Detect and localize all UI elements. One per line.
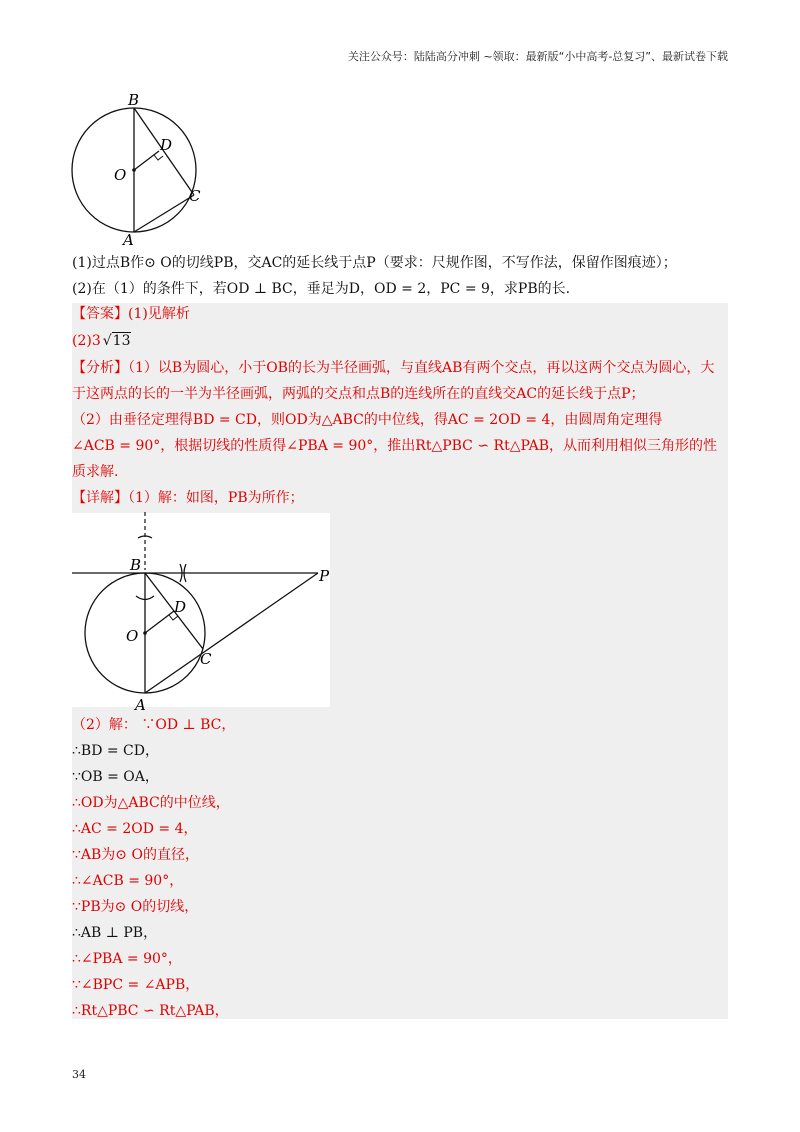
solution-step: ∴AB ⊥ PB， <box>72 925 158 941</box>
label-a: A <box>123 231 134 246</box>
analysis-line2: 于这两点的长的一半为半径画弧，两弧的交点和点B的连线所在的直线交AC的延长线于点P； <box>72 386 645 402</box>
answer-part2-prefix: (2)3 <box>72 333 101 349</box>
figure-construction <box>72 508 334 718</box>
question-part2: (2)在（1）的条件下，若OD ⊥ BC，垂足为D，OD = 2，PC = 9，求PB的长. <box>72 281 571 297</box>
solution-step: ∵∠BPC = ∠APB， <box>72 977 200 993</box>
label-d: D <box>160 136 173 154</box>
label-o: O <box>114 166 127 184</box>
solution-step: ∴Rt△PBC ∽ Rt△PAB， <box>72 1003 229 1019</box>
solution-step: ∵OB = OA， <box>72 769 159 785</box>
label-c2: C <box>200 650 212 668</box>
answer-part1: (1)见解析 <box>128 306 190 322</box>
figure-circle-1 <box>62 88 212 246</box>
detail-intro: （1）解：如图，PB为所作； <box>128 490 304 506</box>
detail-line <box>72 487 304 509</box>
page-number: 34 <box>72 1068 86 1081</box>
analysis-line5: 质求解. <box>72 464 119 480</box>
label-a2: A <box>135 696 146 714</box>
detail-tag: 【详解】 <box>72 490 128 506</box>
analysis-tag: 【分析】 <box>72 360 128 376</box>
label-o2: O <box>126 627 139 645</box>
page-header: 关注公众号：陆陆高分冲刺 ~领取：最新版“小中高考-总复习”、最新试卷下载 <box>347 50 728 63</box>
analysis-line4: ∠ACB = 90°，根据切线的性质得∠PBA = 90°，推出Rt△PBC ∽ Rt△PAB，从而利用相似三角形的性 <box>72 438 717 454</box>
label-b: B <box>128 91 140 109</box>
solution-step: ∴BD = CD， <box>72 743 159 759</box>
question-part1: (1)过点B作⊙ O的切线PB，交AC的延长线于点P（要求：尺规作图，不写作法，保留作图痕迹）； <box>72 255 677 271</box>
solution-step: ∴OD为△ABC的中位线， <box>72 795 230 811</box>
solution-step: （2）解： ∵OD ⊥ BC， <box>72 717 236 733</box>
answer-line <box>72 303 190 325</box>
label-d2: D <box>174 598 187 616</box>
solution-step: ∴AC = 2OD = 4， <box>72 821 198 837</box>
answer-part2-line: (2)3 √13 <box>72 333 131 349</box>
analysis-text1: （1）以B为圆心，小于OB的长为半径画弧，与直线AB有两个交点，再以这两个交点为圆心，大 <box>128 360 715 376</box>
label-b2: B <box>130 556 142 574</box>
analysis-line3: （2）由垂径定理得BD = CD，则OD为△ABC的中位线，得AC = 2OD = 4，由圆周角定理得 <box>72 412 663 428</box>
solution-step: ∴∠PBA = 90°， <box>72 951 182 967</box>
solution-step: ∴∠ACB = 90°， <box>72 873 184 889</box>
answer-part2-radicand: 13 <box>112 333 131 349</box>
solution-step: ∵AB为⊙ O的直径， <box>72 847 199 863</box>
analysis-line1 <box>72 357 714 379</box>
solution-step: ∵PB为⊙ O的切线， <box>72 899 199 915</box>
answer-tag: 【答案】 <box>72 306 128 322</box>
label-p2: P <box>319 567 330 585</box>
label-c: C <box>189 187 201 205</box>
